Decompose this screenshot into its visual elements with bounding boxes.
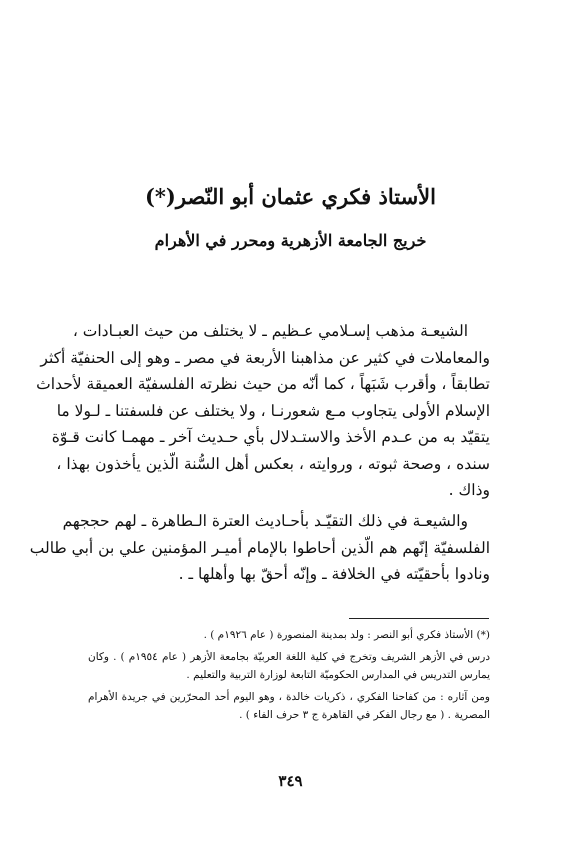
body-line: سنده ، وصحة ثبوته ، وروايته ، بعكس أهل السُّنة الّذين يأخذون بهذا ،	[56, 454, 490, 473]
page-subtitle: خريج الجامعة الأزهرية ومحرر في الأهرام	[154, 231, 427, 250]
body-line: ونادوا بأحقيّته في الخلافة ـ وإنّه أحقّ بها وأهلها ـ .	[178, 565, 490, 583]
footnote-line: المصرية . ( مع رجال الفكر في القاهرة ج ٣ حرف الفاء ) .	[239, 709, 490, 721]
body-line: الفلسفيّة إنّهم هم الّذين أحاطوا بالإمام أميـر المؤمنين علي بن أبي طالب	[29, 538, 490, 557]
paragraph-1	[36, 318, 490, 504]
page-title: الأستاذ فكري عثمان أبو النّصر(*)	[145, 184, 436, 209]
footnote-divider	[349, 618, 489, 619]
footnote-line: (*) الأستاذ فكري أبو النصر : ولد بمدينة المنصورة ( عام ١٩٢٦م ) .	[203, 629, 490, 641]
body-line: يتقيّد به من عـدم الأخذ والاستـدلال بأي حـديث آخر ـ مهمـا كانت قـوّة	[51, 428, 490, 446]
paragraph-2	[29, 508, 490, 588]
footnote-line: ومن آثاره : من كفاحنا الفكري ، ذكريات خالدة ، وهو اليوم أحد المحرّرين في جريدة الأهرام	[88, 691, 490, 703]
body-line: تطابقاً ، وأقرب شَبَهاً ، كما أنّه من حيث نظرته الفلسفيّة العميقة لأحداث	[36, 375, 490, 393]
footnote-line: درس في الأزهر الشريف وتخرج في كلية اللغة العربيّة بجامعة الأزهر ( عام ١٩٥٤م ) . وكان	[88, 651, 490, 663]
page-number: ٣٤٩	[278, 772, 303, 790]
body-line: الإسلام الأولى يتجاوب مـع شعورنـا ، ولا يختلف عن فلسفتنا ـ لـولا ما	[56, 401, 490, 420]
body-line: وذاك .	[448, 481, 490, 499]
footnote	[88, 626, 490, 724]
body-line: والمعاملات في كثير عن مذاهبنا الأربعة في مصر ـ وهو إلى الحنفيّة أكثر	[40, 348, 490, 367]
footnote-line: يمارس التدريس في المدارس الحكوميّة التابعة لوزارة التربية والتعليم .	[186, 669, 490, 681]
body-line: والشيعـة في ذلك التقيّـد بأحـاديث العترة الـطاهرة ـ لهم حججهم	[62, 512, 468, 530]
body-line: الشيعـة مذهب إسـلامي عـظيم ـ لا يختلف من حيث العبـادات ،	[72, 322, 468, 340]
